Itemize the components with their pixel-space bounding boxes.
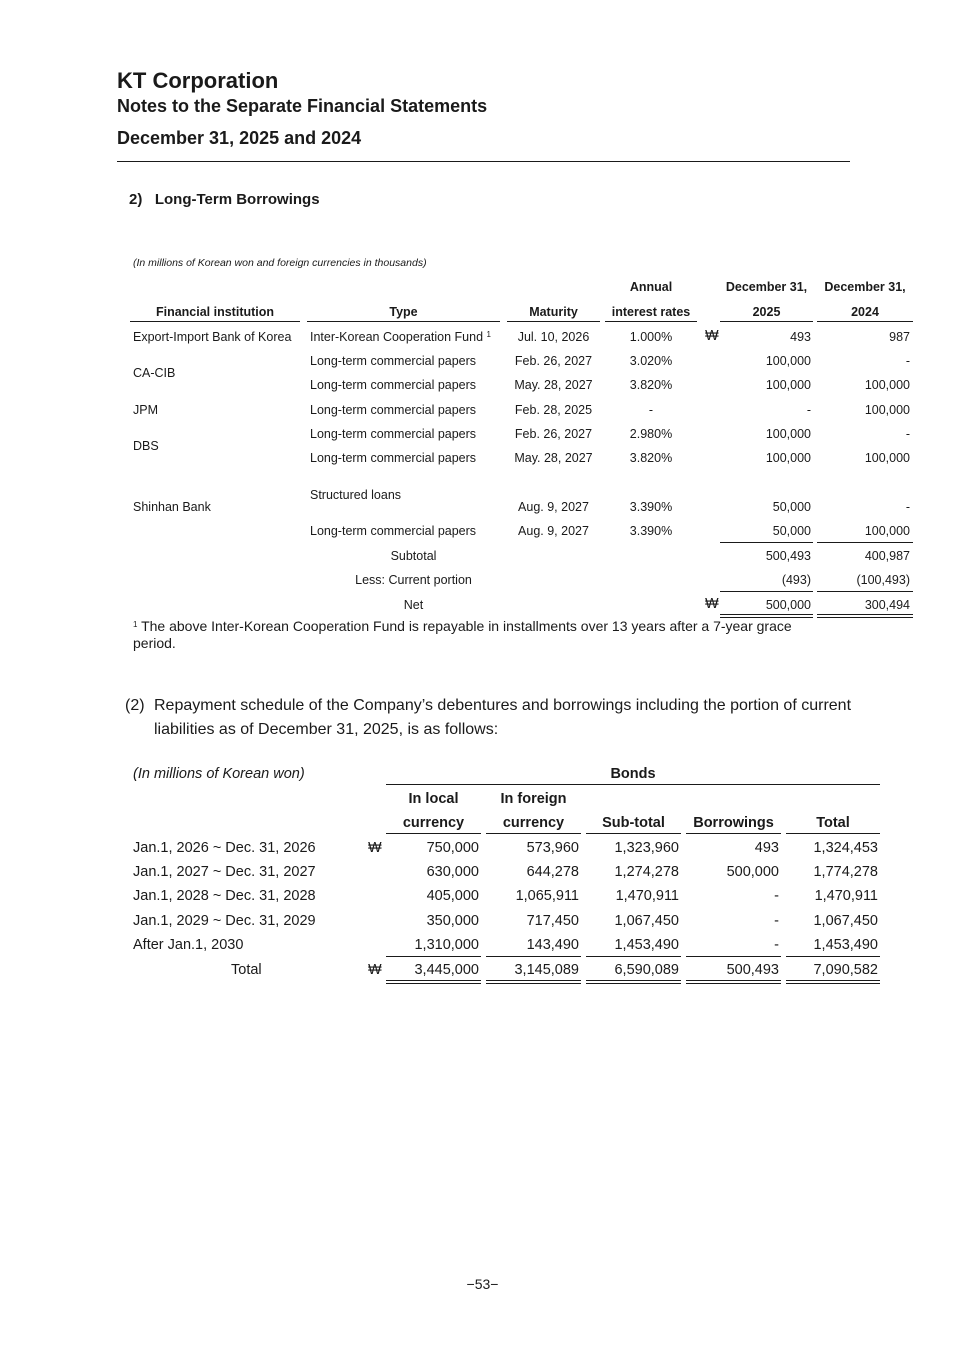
maturity-cell: Feb. 28, 2025: [514, 403, 593, 417]
value-2024-cell: -: [905, 500, 910, 514]
document-period: December 31, 2025 and 2024: [117, 128, 362, 148]
won-symbol: ₩: [368, 840, 382, 856]
rate-cell: 3.020%: [629, 354, 673, 368]
local-cell: 405,000: [426, 888, 479, 904]
col-header-total: Total: [816, 815, 850, 831]
value-2025-cell: 493: [790, 330, 811, 344]
type-cell: Long-term commercial papers: [310, 403, 477, 417]
page-number: −53−: [466, 1276, 499, 1292]
institution-name: JPM: [133, 403, 158, 417]
subtotal-cell: 1,274,278: [614, 864, 679, 880]
col-header-local-2: currency: [402, 815, 465, 831]
maturity-cell: Feb. 26, 2027: [514, 354, 593, 368]
rate-cell: 3.820%: [629, 451, 673, 465]
col-header-maturity: Maturity: [529, 305, 578, 319]
type-cell: Long-term commercial papers: [310, 427, 477, 441]
maturity-cell: Aug. 9, 2027: [518, 524, 589, 538]
value-2025-cell: 100,000: [765, 427, 811, 441]
period-cell: Jan.1, 2026 ~ Dec. 31, 2026: [133, 840, 316, 856]
local-cell: 1,310,000: [414, 937, 479, 953]
institution-name: DBS: [133, 439, 159, 453]
rate-cell: -: [648, 403, 654, 417]
foreign-cell: 644,278: [526, 864, 579, 880]
value-2024-cell: -: [905, 354, 910, 368]
footnote-continued: period.: [133, 635, 176, 651]
type-cell: Long-term commercial papers: [310, 354, 477, 368]
header-rule: [117, 161, 850, 162]
maturity-cell: Aug. 9, 2027: [518, 500, 589, 514]
col-header-2025-year: 2025: [752, 305, 781, 319]
rate-cell: 1.000%: [629, 330, 673, 344]
foreign-cell: 717,450: [526, 913, 579, 929]
won-symbol: ₩: [705, 596, 719, 612]
subtotal-cell: 1,453,490: [614, 937, 679, 953]
total-local: 3,445,000: [414, 962, 479, 978]
foreign-cell: 143,490: [526, 937, 579, 953]
value-2025-cell: 50,000: [772, 500, 811, 514]
bonds-header: Bonds: [610, 766, 656, 782]
total-cell: 1,067,450: [813, 913, 878, 929]
value-2025-cell: 100,000: [765, 451, 811, 465]
total-cell: 1,324,453: [813, 840, 878, 856]
total-cell: 1,470,911: [814, 888, 878, 904]
maturity-cell: Feb. 26, 2027: [514, 427, 593, 441]
type-cell: Long-term commercial papers: [310, 451, 477, 465]
won-symbol: ₩: [368, 962, 382, 978]
borrowings-cell: -: [774, 913, 779, 929]
rate-cell: 2.980%: [629, 427, 673, 441]
institution-name: CA-CIB: [133, 366, 176, 380]
foreign-cell: 1,065,911: [515, 888, 579, 904]
local-cell: 630,000: [426, 864, 479, 880]
value-2025-cell: -: [806, 403, 811, 417]
subtotal-2024: 400,987: [864, 549, 910, 563]
value-2024-cell: 100,000: [864, 403, 910, 417]
value-2024-cell: 100,000: [864, 378, 910, 392]
col-header-institution: Financial institution: [155, 305, 275, 319]
institution-name: Shinhan Bank: [133, 500, 211, 514]
units-note: (In millions of Korean won and foreign currencies in thousands): [133, 257, 427, 269]
local-cell: 350,000: [426, 913, 479, 929]
total-total: 7,090,582: [813, 962, 878, 978]
section-number: (2): [125, 697, 145, 714]
col-header-borrowings: Borrowings: [693, 815, 774, 831]
total-borrowings: 500,493: [726, 962, 779, 978]
maturity-cell: May. 28, 2027: [514, 451, 593, 465]
borrowings-cell: 493: [754, 840, 779, 856]
subtotal-2025: 500,493: [765, 549, 811, 563]
col-header-2024: December 31,: [824, 280, 906, 294]
borrowings-cell: -: [774, 888, 779, 904]
value-2025-cell: 100,000: [765, 354, 811, 368]
value-2025-cell: 50,000: [772, 524, 811, 538]
col-header-foreign: In foreign: [500, 791, 567, 807]
won-symbol: ₩: [705, 328, 719, 344]
subtotal-cell: 1,470,911: [615, 888, 679, 904]
current-portion-label: Less: Current portion: [355, 573, 472, 587]
current-portion-2025: (493): [781, 573, 811, 587]
type-cell: Long-term commercial papers: [310, 378, 477, 392]
net-2024: 300,494: [864, 598, 910, 612]
value-2024-cell: 987: [889, 330, 910, 344]
rate-cell: 3.390%: [629, 500, 673, 514]
col-header-2024-year: 2024: [851, 305, 879, 319]
total-subtotal: 6,590,089: [614, 962, 679, 978]
col-header-2025: December 31,: [725, 280, 808, 294]
period-cell: Jan.1, 2029 ~ Dec. 31, 2029: [133, 913, 316, 929]
net-2025: 500,000: [765, 598, 811, 612]
footnote: $^1$ The above Inter-Korean Cooperation Fund is repayable in installments over 13 years after a 7-year grace: [133, 618, 792, 634]
col-header-subtotal: Sub-total: [602, 815, 665, 831]
type-cell: Long-term commercial papers: [310, 524, 477, 538]
type-cell: Structured loans: [310, 488, 402, 502]
section-intro-continued: liabilities as of December 31, 2025, is as follows:: [154, 721, 499, 738]
subtotal-cell: 1,323,960: [614, 840, 679, 856]
document-title: Notes to the Separate Financial Statements: [117, 96, 488, 116]
institution-name: Export-Import Bank of Korea: [133, 330, 292, 344]
subtotal-label: Subtotal: [390, 549, 437, 563]
total-cell: 1,453,490: [813, 937, 878, 953]
value-2025-cell: 100,000: [765, 378, 811, 392]
period-cell: Jan.1, 2027 ~ Dec. 31, 2027: [133, 864, 316, 880]
col-header-rate: Annual: [629, 280, 673, 294]
value-2024-cell: 100,000: [864, 451, 910, 465]
rate-cell: 3.390%: [629, 524, 673, 538]
current-portion-2024: (100,493): [856, 573, 910, 587]
section-intro: Repayment schedule of the Company’s debentures and borrowings including the portion of current: [154, 697, 852, 714]
total-cell: 1,774,278: [813, 864, 878, 880]
value-2024-cell: -: [905, 427, 910, 441]
borrowings-cell: 500,000: [726, 864, 779, 880]
total-foreign: 3,145,089: [514, 962, 579, 978]
col-header-local: In local: [408, 791, 459, 807]
units-note: (In millions of Korean won): [133, 766, 305, 782]
total-label: Total: [231, 962, 262, 978]
period-cell: Jan.1, 2028 ~ Dec. 31, 2028: [133, 888, 316, 904]
value-2024-cell: 100,000: [864, 524, 910, 538]
local-cell: 750,000: [426, 840, 479, 856]
net-label: Net: [403, 598, 424, 612]
borrowings-cell: -: [774, 937, 779, 953]
maturity-cell: May. 28, 2027: [514, 378, 593, 392]
company-name: KT Corporation: [117, 68, 279, 93]
subtotal-cell: 1,067,450: [614, 913, 679, 929]
period-cell: After Jan.1, 2030: [133, 937, 244, 953]
col-header-foreign-2: currency: [502, 815, 565, 831]
maturity-cell: Jul. 10, 2026: [517, 330, 590, 344]
col-header-type: Type: [389, 305, 418, 319]
foreign-cell: 573,960: [526, 840, 579, 856]
col-header-rate-2: interest rates: [611, 305, 691, 319]
section-heading: 2) Long-Term Borrowings: [129, 191, 320, 208]
table-row: Inter-Korean Cooperation Fund $^1$: [310, 330, 491, 344]
rate-cell: 3.820%: [629, 378, 673, 392]
